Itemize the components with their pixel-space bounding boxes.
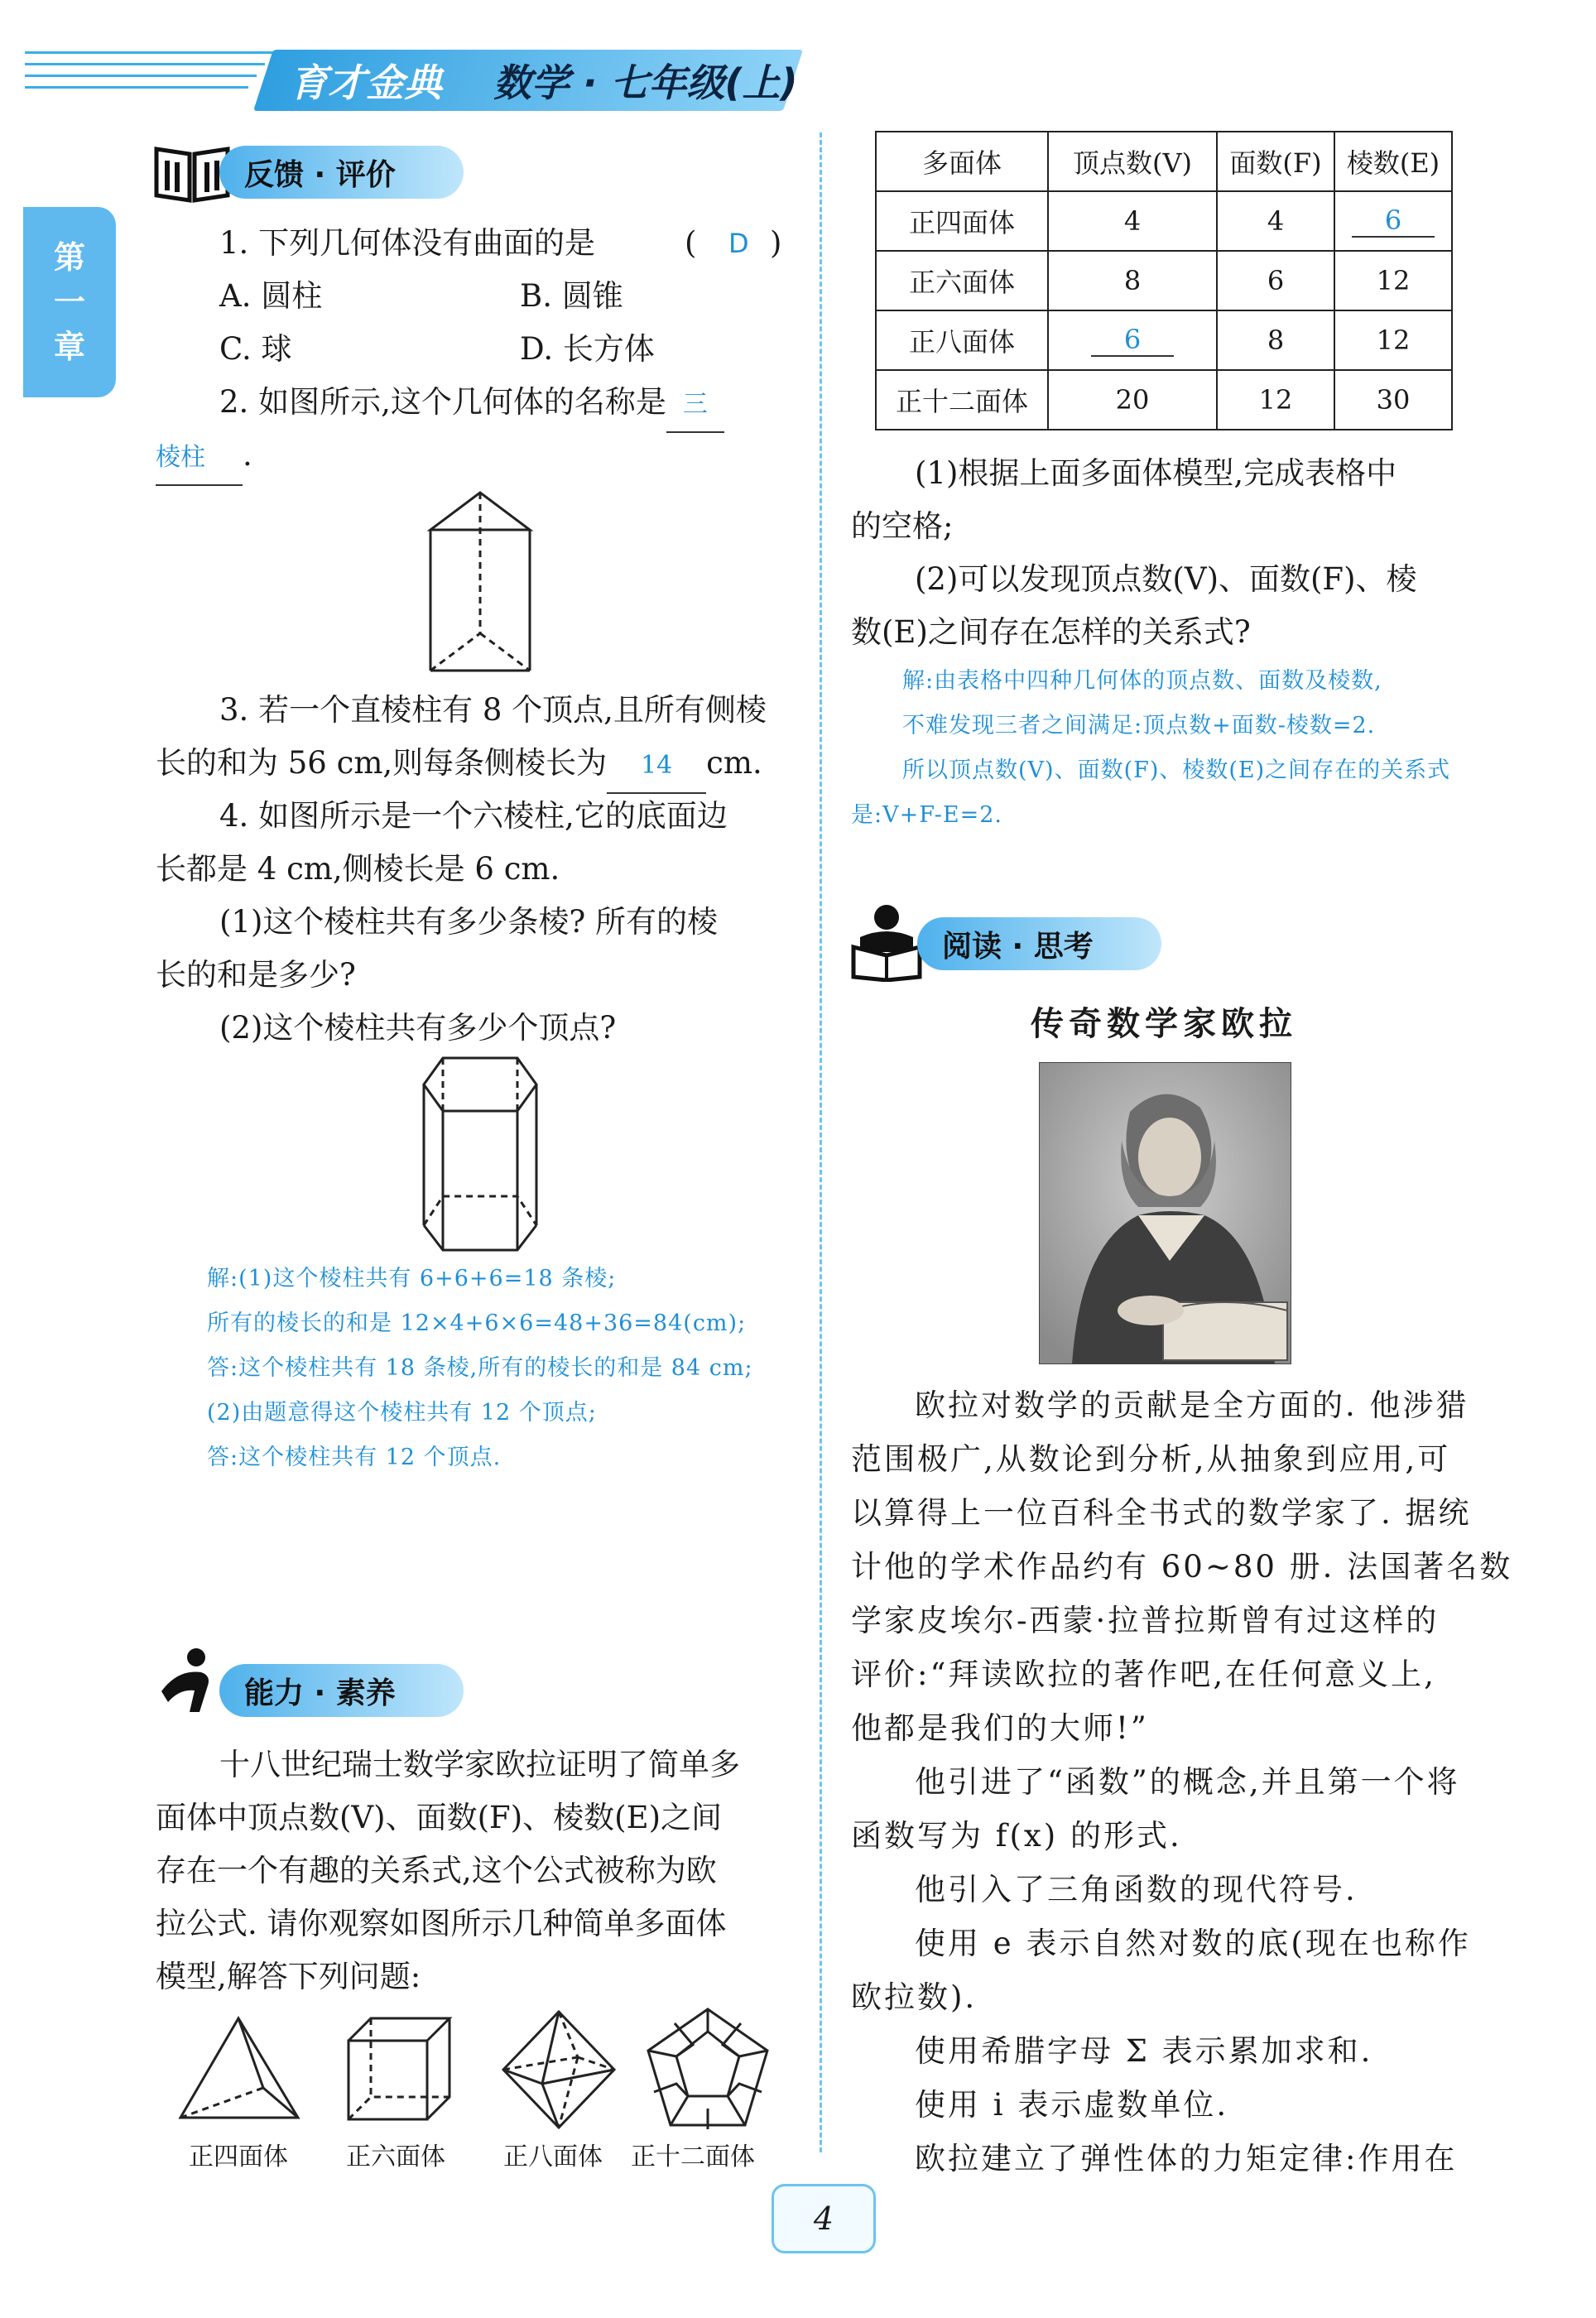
q4-solution-line-2: 所有的棱长的和是 12×4+6×6=48+36=84(cm); xyxy=(207,1310,747,1336)
table-cell: 正十二面体 xyxy=(876,370,1048,430)
euler-q-line-1: (1)根据上面多面体模型,完成表格中 xyxy=(915,455,1397,491)
euler-portrait xyxy=(1039,1062,1291,1364)
table-header: 多面体 xyxy=(876,132,1048,191)
table-row xyxy=(876,191,1452,251)
euler-q-line-4: 数(E)之间存在怎样的关系式? xyxy=(851,614,1251,650)
table-cell: 4 xyxy=(1048,191,1217,251)
q2-end: . xyxy=(243,437,252,473)
reading-line-4: 计他的学术作品约有 60~80 册. 法国著名数 xyxy=(851,1549,1513,1585)
header-title: 数学 · 七年级(上) xyxy=(493,60,798,105)
reading-line-2: 范围极广,从数论到分析,从抽象到应用,可 xyxy=(851,1441,1451,1477)
table-cell-answer: 6 xyxy=(1352,204,1435,238)
polyhedron-table xyxy=(875,131,1453,430)
octahedron-figure xyxy=(497,2008,621,2132)
header-rule-4 xyxy=(25,86,248,89)
page-number: 4 xyxy=(772,2184,876,2253)
caption-dodecahedron: 正十二面体 xyxy=(631,2142,755,2171)
caption-octahedron: 正八面体 xyxy=(503,2142,603,2171)
table-header: 顶点数(V) xyxy=(1048,132,1217,191)
table-cell: 正八面体 xyxy=(876,310,1048,370)
q4-solution-line-4: (2)由题意得这个棱柱共有 12 个顶点; xyxy=(207,1400,597,1426)
reading-line-5: 学家皮埃尔-西蒙·拉普拉斯曾有过这样的 xyxy=(851,1603,1440,1638)
q2-stem xyxy=(219,376,724,433)
q2-answer-part2: 棱柱 xyxy=(156,431,243,486)
table-cell: 30 xyxy=(1334,370,1452,430)
reading-line-10: 他引入了三角函数的现代符号. xyxy=(915,1872,1358,1907)
q2-stem-text: 2. 如图所示,这个几何体的名称是 xyxy=(219,384,666,420)
reading-line-3: 以算得上一位百科全书式的数学家了. 据统 xyxy=(851,1495,1472,1531)
euler-solution-line-4: 是:V+F-E=2. xyxy=(851,802,1002,828)
section-feedback: 反馈 · 评价 xyxy=(219,146,464,199)
q4-line1: 4. 如图所示是一个六棱柱,它的底面边 xyxy=(219,798,728,834)
q1-option-c: C. 球 xyxy=(219,331,292,367)
section-reading: 阅读 · 思考 xyxy=(917,917,1161,970)
chapter-tab xyxy=(23,207,116,397)
chapter-tab-char-1: 第 xyxy=(53,239,85,276)
reading-line-14: 使用 i 表示虚数单位. xyxy=(915,2087,1229,2123)
table-cell: 4 xyxy=(1217,191,1334,251)
euler-solution-line-3: 所以顶点数(V)、面数(F)、棱数(E)之间存在的关系式 xyxy=(902,757,1451,783)
table-row xyxy=(876,251,1452,310)
section-ability: 能力 · 素养 xyxy=(219,1664,464,1717)
q1-paren-close: ) xyxy=(770,225,782,261)
q1-paren-open: ( xyxy=(685,225,697,261)
reader-icon xyxy=(848,902,925,982)
table-cell: 6 xyxy=(1217,251,1334,310)
q4-line2: 长都是 4 cm,侧棱长是 6 cm. xyxy=(156,851,560,887)
reading-line-15: 欧拉建立了弹性体的力矩定律:作用在 xyxy=(915,2141,1458,2176)
dodecahedron-figure xyxy=(642,2005,774,2133)
table-cell-filled xyxy=(1334,191,1452,251)
q1-option-d: D. 长方体 xyxy=(520,331,655,367)
table-cell: 正四面体 xyxy=(876,191,1048,251)
table-row xyxy=(876,310,1452,370)
q4-solution-line-3: 答:这个棱柱共有 18 条棱,所有的棱长的和是 84 cm; xyxy=(207,1355,753,1381)
header-brand: 育才金典 xyxy=(290,60,442,105)
reading-line-1: 欧拉对数学的贡献是全方面的. 他涉猎 xyxy=(915,1387,1469,1423)
header-rule-1 xyxy=(25,51,273,54)
cube-figure xyxy=(342,2012,458,2128)
table-header-row xyxy=(876,132,1452,191)
ability-line-5: 模型,解答下列问题: xyxy=(156,1959,421,1994)
ability-line-4: 拉公式. 请你观察如图所示几种简单多面体 xyxy=(156,1906,727,1941)
q3-line1: 3. 若一个直棱柱有 8 个顶点,且所有侧棱 xyxy=(219,692,767,728)
chapter-tab-char-2: 一 xyxy=(53,284,85,320)
caption-cube: 正六面体 xyxy=(346,2142,445,2171)
euler-solution-line-1: 解:由表格中四种几何体的顶点数、面数及棱数, xyxy=(902,668,1382,694)
header-rule-3 xyxy=(25,75,257,77)
euler-solution-line-2: 不难发现三者之间满足:顶点数+面数-棱数=2. xyxy=(902,713,1376,738)
q4-sub2: (2)这个棱柱共有多少个顶点? xyxy=(219,1010,617,1046)
euler-q-line-2: 的空格; xyxy=(851,508,954,544)
q4-sub1-line1: (1)这个棱柱共有多少条棱? 所有的棱 xyxy=(219,904,719,940)
q1-option-a: A. 圆柱 xyxy=(219,278,323,314)
reading-line-13: 使用希腊字母 Σ 表示累加求和. xyxy=(915,2033,1373,2069)
table-cell-filled xyxy=(1048,310,1217,370)
euler-q-line-3: (2)可以发现顶点数(V)、面数(F)、棱 xyxy=(915,561,1417,597)
triangular-prism-figure xyxy=(422,488,538,679)
q3-line2 xyxy=(156,737,762,794)
table-cell-answer: 6 xyxy=(1091,324,1174,357)
table-cell: 8 xyxy=(1048,251,1217,310)
q1-stem: 1. 下列几何体没有曲面的是 xyxy=(219,225,596,261)
q3-line2-text: 长的和为 56 cm,则每条侧棱长为 xyxy=(156,745,608,781)
reading-line-8: 他引进了“函数”的概念,并且第一个将 xyxy=(915,1764,1460,1800)
table-row xyxy=(876,370,1452,430)
reading-title: 传奇数学家欧拉 xyxy=(1031,1004,1297,1043)
reading-line-6: 评价:“拜读欧拉的著作吧,在任何意义上, xyxy=(851,1657,1436,1692)
reading-line-7: 他都是我们的大师!” xyxy=(851,1710,1149,1746)
q4-solution-line-5: 答:这个棱柱共有 12 个顶点. xyxy=(207,1445,502,1470)
table-header: 面数(F) xyxy=(1217,132,1334,191)
tetrahedron-figure xyxy=(174,2012,306,2128)
q3-unit: cm. xyxy=(706,745,762,781)
q2-answer-part1: 三 xyxy=(666,378,724,433)
header-rule-2 xyxy=(25,63,265,65)
ability-line-1: 十八世纪瑞士数学家欧拉证明了简单多 xyxy=(219,1747,740,1782)
table-cell: 正六面体 xyxy=(876,251,1048,310)
caption-tetrahedron: 正四面体 xyxy=(189,2142,288,2171)
runner-icon xyxy=(153,1646,228,1720)
table-cell: 12 xyxy=(1334,310,1452,370)
q1-answer: D xyxy=(728,228,749,259)
ability-line-2: 面体中顶点数(V)、面数(F)、棱数(E)之间 xyxy=(156,1800,723,1835)
table-header: 棱数(E) xyxy=(1334,132,1452,191)
ability-line-3: 存在一个有趣的关系式,这个公式被称为欧 xyxy=(156,1853,717,1888)
column-divider xyxy=(820,132,822,2152)
reading-line-11: 使用 e 表示自然对数的底(现在也称作 xyxy=(915,1926,1471,1961)
reading-line-12: 欧拉数). xyxy=(851,1979,978,2015)
q2-line2 xyxy=(156,429,252,486)
q3-answer: 14 xyxy=(607,739,706,794)
q4-sub1-line2: 长的和是多少? xyxy=(156,957,356,993)
table-cell: 12 xyxy=(1334,251,1452,310)
q1-option-b: B. 圆锥 xyxy=(520,278,623,314)
table-cell: 20 xyxy=(1048,370,1217,430)
table-cell: 12 xyxy=(1217,370,1334,430)
reading-line-9: 函数写为 f(x) 的形式. xyxy=(851,1818,1182,1854)
hexagonal-prism-figure xyxy=(418,1051,542,1258)
q4-solution-line-1: 解:(1)这个棱柱共有 6+6+6=18 条棱; xyxy=(207,1266,617,1291)
table-cell: 8 xyxy=(1217,310,1334,370)
chapter-tab-char-3: 章 xyxy=(53,329,85,365)
